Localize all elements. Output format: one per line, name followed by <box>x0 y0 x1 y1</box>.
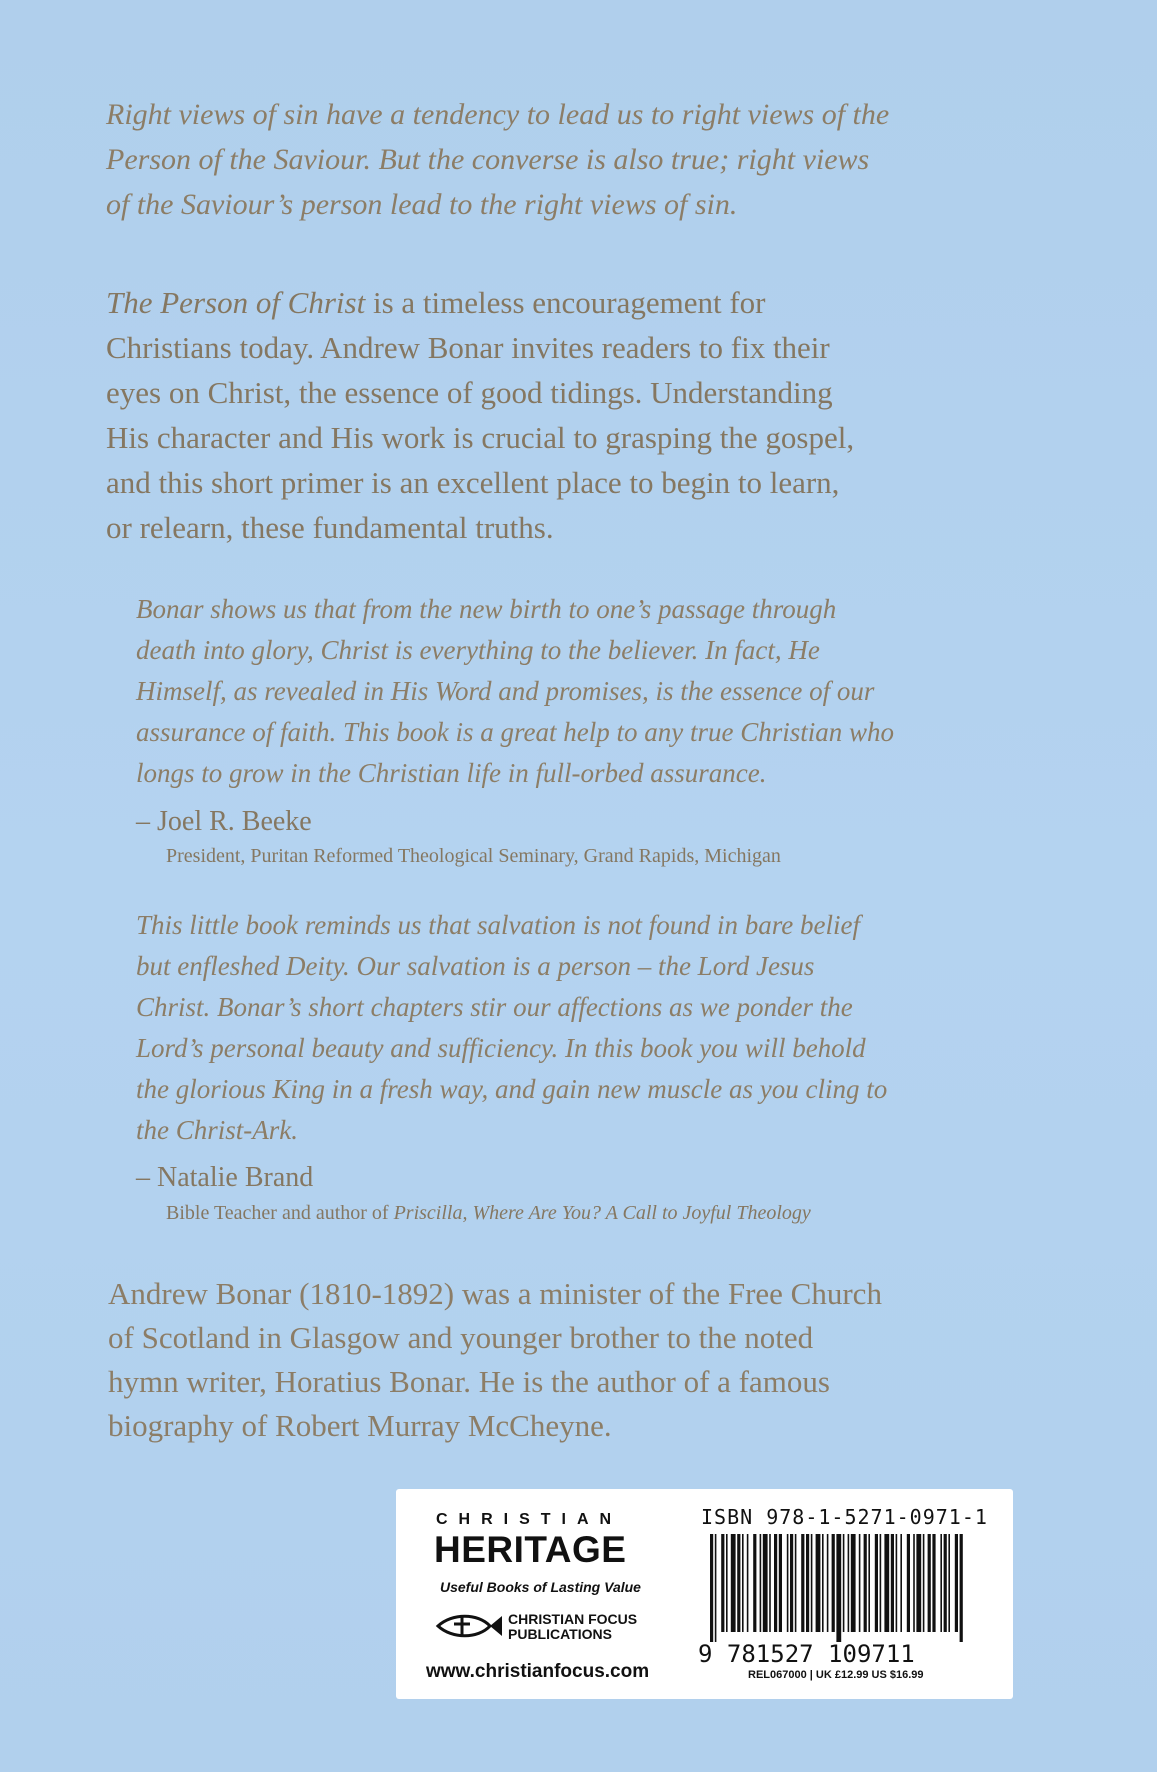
quote-line: Lord’s personal beauty and sufficiency. In this book you will behold <box>136 1033 866 1063</box>
barcode-bar <box>710 1534 713 1642</box>
barcode-bar <box>868 1534 870 1632</box>
barcode-bar <box>747 1534 749 1632</box>
cf-line: CHRISTIAN FOCUS <box>508 1611 638 1627</box>
barcode-icon <box>696 1534 976 1669</box>
quote-line: assurance of faith. This book is a great help to any true Christian who <box>136 717 895 747</box>
barcode-bar <box>779 1534 782 1632</box>
barcode-bar <box>721 1534 724 1632</box>
publisher-barcode-panel <box>396 1489 1013 1699</box>
bio-line: hymn writer, Horatius Bonar. He is the author of a famous <box>108 1364 830 1399</box>
description-line: eyes on Christ, the essence of good tidings. Understanding <box>106 375 833 410</box>
barcode-bar <box>848 1534 850 1632</box>
barcode-bar <box>928 1534 931 1632</box>
barcode-bar <box>726 1534 728 1632</box>
description-text: is a timeless encouragement for <box>365 285 766 320</box>
barcode-bar <box>891 1534 894 1632</box>
author-bio <box>108 1272 1038 1448</box>
quote-line: the glorious King in a fresh way, and gain new muscle as you cling to <box>136 1074 888 1104</box>
barcode-bar <box>859 1534 861 1632</box>
barcode-bar <box>913 1534 915 1632</box>
description-line: and this short primer is an excellent place to begin to learn, <box>106 465 840 500</box>
barcode-bar <box>940 1534 942 1632</box>
barcode-bar <box>836 1534 841 1642</box>
barcode-bar <box>787 1534 789 1632</box>
imprint-top-label: CHRISTIAN <box>436 1511 623 1528</box>
barcode-digits: 9 781527 109711 <box>698 1640 915 1668</box>
description-line: Christians today. Andrew Bonar invites readers to fix their <box>106 330 830 365</box>
barcode-bar <box>932 1534 935 1632</box>
description-line: His character and His work is crucial to grasping the gospel, <box>106 420 855 455</box>
barcode-bar <box>916 1534 921 1632</box>
barcode-bar <box>715 1534 717 1642</box>
endorser-title-prefix: Bible Teacher and author of <box>166 1202 394 1224</box>
barcode-bar <box>884 1534 889 1632</box>
barcode-bar <box>731 1534 736 1632</box>
barcode-bar <box>948 1534 950 1632</box>
endorser-name: – Natalie Brand <box>136 1162 314 1193</box>
barcode-bar <box>900 1534 902 1632</box>
barcode-bar <box>896 1534 898 1632</box>
bio-line: of Scotland in Glasgow and younger brother to the noted <box>108 1320 814 1355</box>
barcode-bar <box>955 1534 958 1632</box>
epigraph-line: Right views of sin have a tendency to lead us to right views of the <box>106 98 890 131</box>
bio-line: biography of Robert Murray McCheyne. <box>108 1408 612 1443</box>
description-line: or relearn, these fundamental truths. <box>106 510 554 545</box>
description-line <box>106 280 1036 325</box>
barcode-bar <box>795 1534 797 1632</box>
barcode-bar <box>774 1534 777 1632</box>
fish-logo-icon <box>434 1611 504 1641</box>
barcode-bar <box>769 1534 771 1632</box>
barcode-bar <box>960 1534 963 1642</box>
barcode-bar <box>811 1534 813 1632</box>
barcode-bar <box>742 1534 744 1632</box>
quote-line: Himself, as revealed in His Word and promises, is the essence of our <box>136 676 875 706</box>
price-code: REL067000 | UK £12.99 US $16.99 <box>748 1669 924 1681</box>
barcode-bar <box>864 1534 867 1632</box>
bio-line: Andrew Bonar (1810-1892) was a minister of the Free Church <box>108 1276 882 1311</box>
epigraph-line: Person of the Saviour. But the converse is also true; right views <box>106 143 870 176</box>
barcode-bar <box>875 1534 878 1632</box>
barcode-bar <box>760 1534 762 1632</box>
barcode-bar <box>880 1534 882 1632</box>
quote-line: the Christ-Ark. <box>136 1115 298 1145</box>
barcode-bar <box>816 1534 821 1632</box>
endorsement-quote-brand <box>136 905 1016 1151</box>
quote-line: death into glory, Christ is everything to the believer. In fact, He <box>136 635 820 665</box>
barcode-bar <box>851 1534 856 1632</box>
endorser-title: President, Puritan Reformed Theological Seminary, Grand Rapids, Michigan <box>166 845 781 867</box>
quote-line: but enfleshed Deity. Our salvation is a person – the Lord Jesus <box>136 951 815 981</box>
barcode-bar <box>822 1534 824 1632</box>
barcode-bar <box>944 1534 947 1632</box>
endorser-title <box>166 1202 811 1225</box>
book-title: The Person of Christ <box>106 285 366 320</box>
quote-line: Bonar shows us that from the new birth to one’s passage through <box>136 594 837 624</box>
quote-line: longs to grow in the Christian life in full-orbed assurance. <box>136 758 767 788</box>
barcode-bar <box>753 1534 756 1632</box>
quote-line: This little book reminds us that salvation is not found in bare belief <box>136 910 860 940</box>
cf-line: PUBLICATIONS <box>508 1626 612 1642</box>
barcode-bar <box>801 1534 804 1632</box>
barcode-bar <box>907 1534 910 1632</box>
barcode-bar <box>806 1534 809 1632</box>
barcode-bar <box>827 1534 829 1632</box>
endorsement-quote-beeke <box>136 589 1016 794</box>
barcode-bar <box>923 1534 925 1632</box>
epigraph <box>106 92 1026 227</box>
imprint-tagline: Useful Books of Lasting Value <box>440 1579 641 1595</box>
barcode-bar <box>790 1534 793 1632</box>
isbn-label: ISBN 978-1-5271-0971-1 <box>701 1505 988 1529</box>
endorser-name: – Joel R. Beeke <box>136 806 312 837</box>
publisher-url: www.christianfocus.com <box>426 1661 650 1682</box>
endorser-book-title: Priscilla, Where Are You? A Call to Joyful Theology <box>393 1202 811 1224</box>
barcode-bar <box>832 1534 835 1632</box>
book-description <box>106 280 1036 550</box>
imprint-logo: HERITAGE <box>434 1529 627 1570</box>
epigraph-line: of the Saviour’s person lead to the right views of sin. <box>106 188 738 221</box>
quote-line: Christ. Bonar’s short chapters stir our affections as we ponder the <box>136 992 853 1022</box>
barcode-bar <box>763 1534 768 1632</box>
christian-focus-logo-text <box>508 1612 637 1642</box>
barcode-bar <box>737 1534 740 1632</box>
barcode-bar <box>843 1534 845 1632</box>
